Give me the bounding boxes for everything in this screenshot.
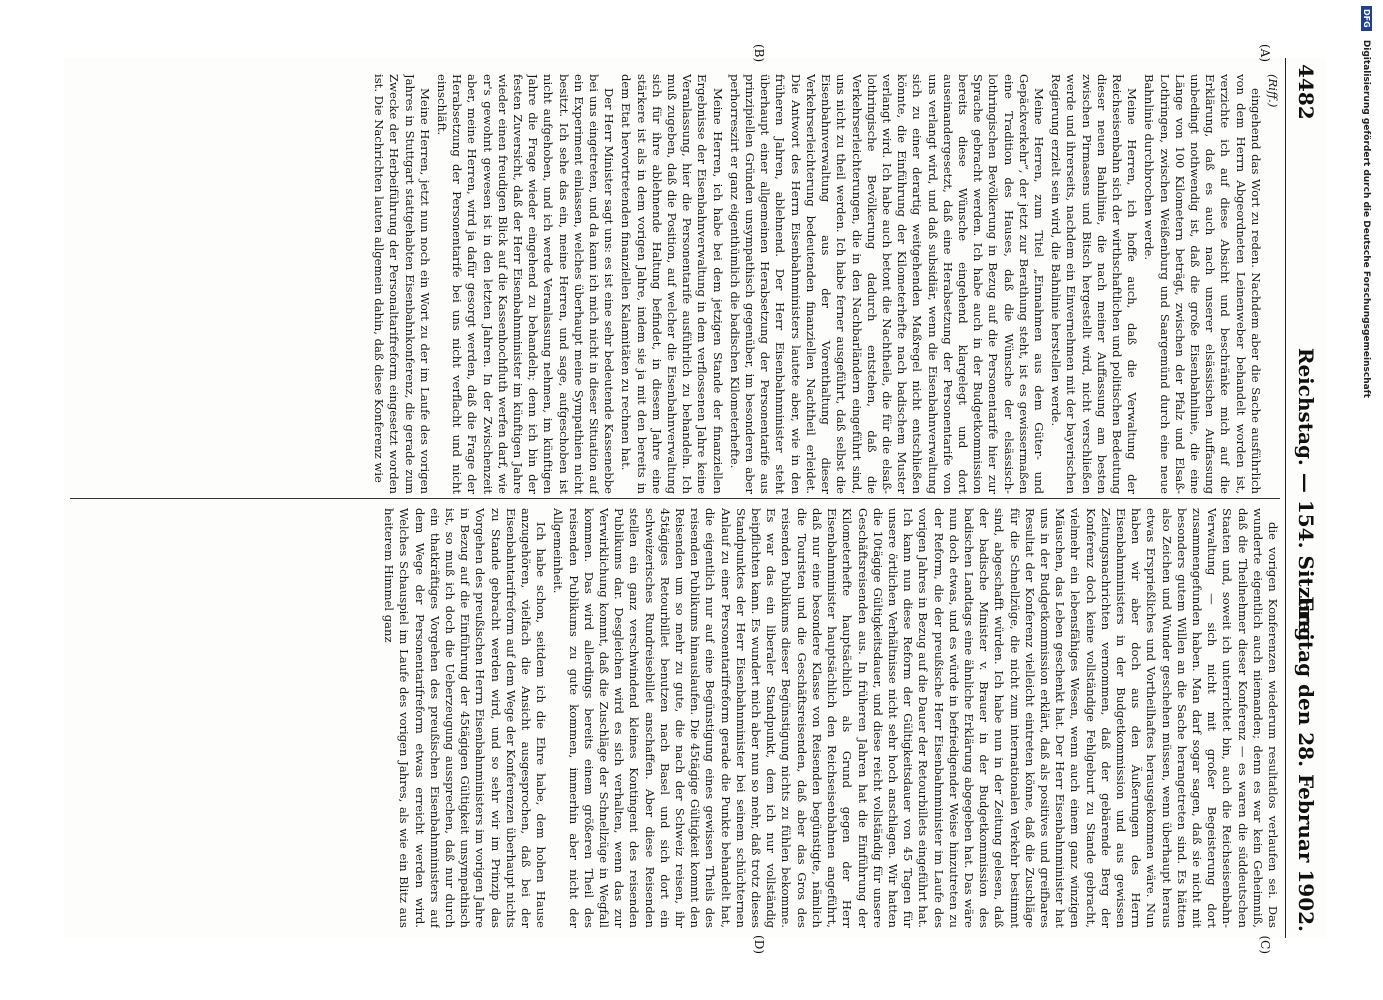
paragraph: eingehend das Wort zu reden. Nachdem aber die Sache ausführlich von dem Herrn Abgeordneten Leinenweber behandelt worden ist, verzichte ich auf diese Absicht und beschränke mich auf die Erklärung, daß es auch nach unserer elsässischen Auffassung unbedingt nothwendig ist, daß die große Eisenbahnlinie, die eine Länge von 100 Kilometern beträgt, zwischen der Pfalz und Elsaß-Lothringen, zwischen Weißenburg und Saargemünd durch eine neue Bahnlinie durchbrochen werde. xyxy=(1142,74,1263,494)
margin-marker-d: (D) xyxy=(752,935,766,954)
paragraph: Meine Herren, ich hoffe auch, daß die Verwaltung der Reichseisenbahn sich der wirthschaftlichen und politischen Bedeutung dieser neuen Bahnlinie, die nach meiner Auffassung am besten zwischen Pirmasens und Bitsch hergestellt wird, nicht verschließen werde und ihrerseits, nachdem ein Einvernehmen mit der bayerischen Regierung erzielt sein wird, die Bahnlinie herstellen werde. xyxy=(1049,74,1140,494)
paragraph: Meine Herren, zum Titel „Einnahmen aus dem Güter- und Gepäckverkehr“, der jetzt zur Berathung steht, ist es gewissermaßen eine Tradition des Hauses, daß die Wünsche der elsässisch-lothringischen Bevölkerung in Bezug auf die Personentarife hier zur Sprache gebracht werden. Ich habe auch in der Budgetkommission bereits diese Wünsche eingehend klargelegt und dort auseinandergesetzt, daß eine Herabsetzung der Personentarife von uns verlangt wird, und daß subsidiär, wenn die Eisenbahnverwaltung sich zu einer derartig weitgehenden Maßregel nicht entschließen könnte, die Einführung der Kilometerhefte nach badischem Muster verlangt wird. Ich habe auch betont die Nachtheile, die für die elsaß-lothringische Bevölkerung dadurch entstehen, daß die Verkehrserleichterungen, die in den Nachbarländern eingeführt sind, uns nicht zu theil werden. Ich habe ferner ausgeführt, daß selbst die Eisenbahnverwaltung aus der Vorenthaltung dieser Verkehrserleichterung bedeutenden finanziellen Nachtheil erleidet. Die Antwort des Herrn Eisenbahnministers lautete aber, wie in den früheren Jahren, ablehnend. Der Herr Eisenbahnminister steht überhaupt einer allgemeinen Herabsetzung der Personentarife aus prinzipiellen Gründen unsympathisch gegenüber, im besonderen aber perhorreszirt er ganz eigenthümlich die badischen Kilometerhefte. xyxy=(727,74,1046,494)
page-header xyxy=(1285,58,1326,938)
column-divider xyxy=(70,498,1280,499)
paragraph: Der Herr Minister sagt uns: es ist eine sehr bedeutende Kassenebbe bei uns eingetreten, und da kann ich mich nicht in dieser Situation auf ein Experiment einlassen, welches überhaupt meine Sympathien nicht besitzt. Ich sehe das ein, meine Herren, und sage, aufgeschoben ist nicht aufgehoben, und ich werde Veranlassung nehmen, im künftigen Jahre die Frage wieder eingehend zu behandeln; denn ich bin der festen Zuversicht, daß der Herr Eisenbahnminister im künftigen Jahre wieder einen freudigen Blick auf die Kassenhochfluth werfen darf, wie er's gewohnt gewesen ist in den letzten Jahren. In der Zwischenzeit aber, meine Herren, wird ja dafür gesorgt werden, daß die Frage der Herabsetzung der Personentarife bei uns nicht verflacht und nicht einschläft. xyxy=(435,74,617,494)
margin-marker-c: (C) xyxy=(1258,935,1272,954)
page-number: 4482 xyxy=(1294,64,1318,120)
right-column xyxy=(70,508,1280,928)
digitization-credit xyxy=(1361,6,1372,398)
paragraph: die vorigen Konferenzen wiederum resultatlos verlaufen sei. Das wunderte eigentlich auch niemanden; denn es war kein Geheimniß, daß die Theilnehmer dieser Konferenz — es waren die süddeutschen Staaten und, soweit ich unterrichtet bin, auch die Reichseisenbahn-Verwaltung — sich nicht mit großer Begeisterung dort zusammengefunden haben. Man darf sogar sagen, daß sie nicht mit besonders gutem Willen an die Sache herangetreten sind. Es hätten also Zeichen und Wunder geschehen müssen, wenn überhaupt heraus etwas Ersprießliches und Vortheilhaftes herausgekommen wäre. Nun haben wir aber doch aus den Äußerungen des Herrn Eisenbahnministers in der Budgetkommission und aus gewissen Zeitungsnachrichten vernommen, daß der gebärende Berg der Konferenz doch keine vollständige Fehlgeburt zu Stande gebracht, vielmehr ein lebensfähiges Wesen, wenn auch einem ganz winzigen Mäuschen, das Leben geschenkt hat. Der Herr Eisenbahnminister hat uns in der Budgetkommission erklärt, daß als positives und greifbares Resultat der Konferenz vielleicht eintreten könne, daß die Zuschläge für die Schnellzüge, die nicht zum internationalen Verkehr bestimmt sind, abgeschafft würden. Ich habe nun in der Zeitung gelesen, daß der badische Minister v. Brauer in der Budgetkommission des badischen Landtags eine ähnliche Erklärung abgegeben hat. Das wäre nun doch etwas, und es würde in befriedigender Weise hinzutreten zu der Reform, die der preußische Herr Eisenbahnminister im Laufe des vorigen Jahres in Bezug auf die Dauer der Retourbillets eingeführt hat. Ich kann nun diese Reform der Gültigkeitsdauer von 45 Tagen für unsere örtlichen Verhältnisse nicht sehr hoch anschlagen. Wir hatten die 10tägige Gültigkeitsdauer, und diese reicht vollständig für unsere Geschäftsreisenden aus. In früheren Jahren hat die Einführung der Kilometerhefte hauptsächlich als Grund gegen der Herr Eisenbahnminister hauptsächlich den Reichseisenbahnen angeführt, daß nur eine besondere Klasse von Reisenden begünstigte, nämlich die Touristen und die Geschäftsreisenden, daß aber das Gros des reisenden Publikums dieser Begünstigung nichts zu fühlen bekomme. Es war das ein liberaler Standpunkt, dem ich nur vollständig beipflichten kann. Es wundert mich aber nun so mehr, daß trotz dieses Standpunktes der Herr Eisenbahnminister bei seinem schüchternen Anlauf zu einer Personentarifreform gerade die Punkte behandelt hat, die eigentlich nur auf eine Begünstigung eines gewissen Theils des reisenden Publikums hinauslaufen. Die 45tägige Gültigkeit kommt den Reisenden um so mehr zu gute, die nach der Schweiz reisen, ihr 45tägiges Retourbillet benutzen nach Basel und sich dort ein schweizerisches Rundreisebillet anschaffen. Aber diese Reisenden stellen ein ganz verschwindend kleines Kontingent des reisenden Publikums dar. Desgleichen wird es sich verhalten, wenn das zur Verwirklichung kommt, daß die Zuschläge der Schnellzüge in Wegfall kommen. Das wird allerdings bereits einem größeren Theil des reisenden Publikums zu gute kommen, immerhin aber nicht der Allgemeinheit. xyxy=(551,508,1280,928)
session-title: Reichstag. — 154. Sitzung. xyxy=(1294,347,1318,649)
paragraph: Ich habe schon, seitdem ich die Ehre habe, dem hohen Hause anzugehören, vielfach die Ansicht ausgesprochen, daß bei der Eisenbahntarifreform auf dem Wege der Konferenzen überhaupt nichts zu Stande gebracht werden wird, und so sehr wir im Prinzip das Vorgehen des preußischen Herrn Eisenbahnministers im vorigen Jahre in Bezug auf die Einführung der 45tägigen Gültigkeit unsympathisch ist, so muß ich doch die Ueberzeugung aussprechen, daß nur durch ein thatkräftiges Vorgehen des preußischen Eisenbahnministers auf dem Wege der Personentarifreform etwas erreicht werden wird. Welches Schauspiel im Laufe des vorigen Jahres, als wie ein Blitz aus heiterem Himmel ganz xyxy=(382,508,549,928)
left-column xyxy=(70,74,1280,494)
session-date: Freitag den 28. Februar 1902. xyxy=(1294,596,1318,932)
rotated-newspaper-page xyxy=(64,44,1326,954)
dfg-logo: DFG xyxy=(1361,6,1372,31)
paragraph: (Riff.) xyxy=(1266,74,1280,108)
credit-text: Digitalisierung gefördert durch die Deutsche Forschungsgemeinschaft xyxy=(1361,39,1371,398)
margin-marker-a: (A) xyxy=(1258,44,1272,63)
margin-marker-b: (B) xyxy=(752,44,766,63)
paragraph: Meine Herren, ich habe bei dem jetzigen Stande der finanziellen Ergebnisse der Eisenbahnverwaltung in dem verflossenen Jahre keine Veranlassung, hier die Personentarife ausführlich zu behandeln. Ich muß zugeben, daß die Position, auf welcher die Eisenbahnverwaltung sich für ihre ablehnende Haltung befindet, in diesem Jahre eine stärkere ist als in dem vorigen Jahre, indem sie ja mit den bereits in dem Etat hervortretenden finanziellen Kalamitäten zu rechnen hat. xyxy=(619,74,725,494)
paragraph: Meine Herren, jetzt nun noch ein Wort zu der im Laufe des vorigen Jahres in Stuttgart stattgehabten Eisenbahnkonferenz, die gerade zum Zwecke der Herbeiführung der Personaltarifreform eingesetzt worden ist. Die Nachrichten lauten allgemein dahin, daß diese Konferenz wie xyxy=(372,74,432,494)
